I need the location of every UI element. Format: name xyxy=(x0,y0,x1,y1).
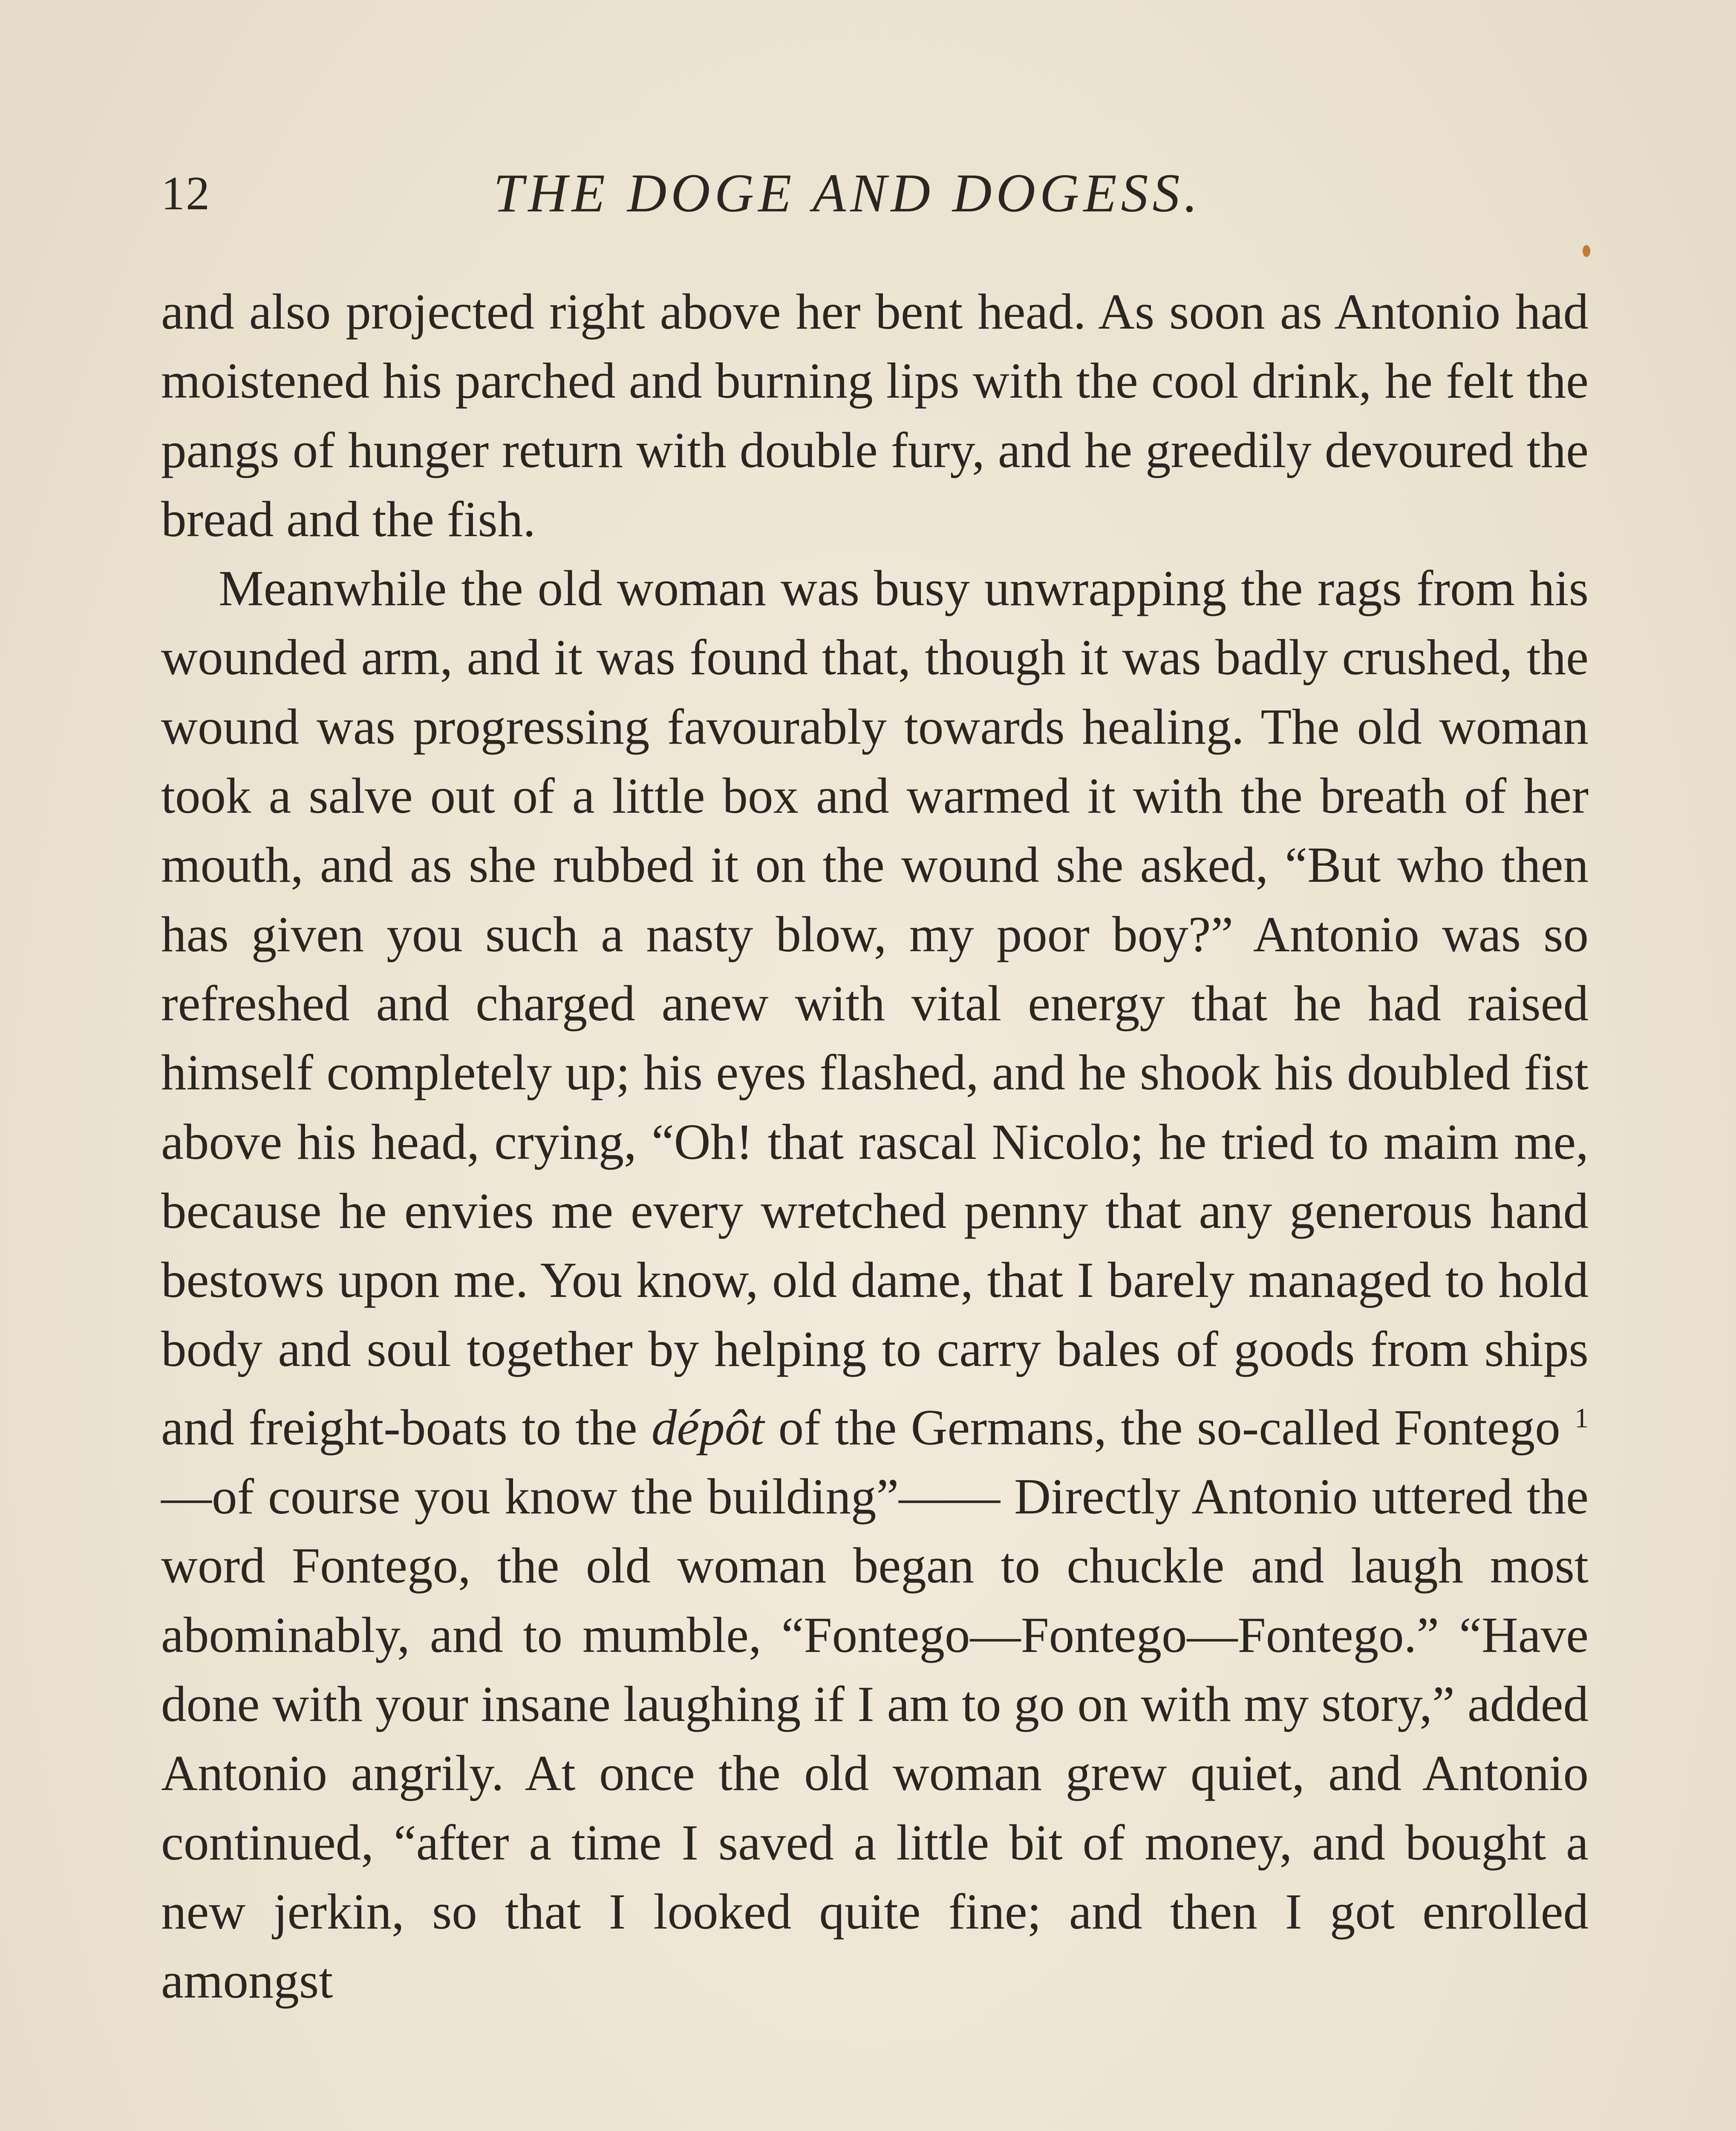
paragraph xyxy=(161,554,1589,2015)
page-header xyxy=(161,162,1589,230)
paragraph-text: Meanwhile the old woman was busy unwrapping the rags from his wounded arm, and it was found that, though it was badly crushed, the wound was progressing favourably towards healing. The old woman took a salve out of a little box and warmed it with the breath of her mouth, and as she rubbed it on the wound she asked, “But who then has given you such a nasty blow, my poor boy?” Antonio was so refreshed and charged anew with vital energy that he had raised himself completely up; his eyes flashed, and he shook his doubled fist above his head, crying, “Oh! that rascal Nicolo; he tried to maim me, because he envies me every wretched penny that any generous hand bestows upon me. You know, old dame, that I barely managed to hold body and soul together by helping to carry bales of goods from ships and freight-boats to the xyxy=(161,560,1589,1455)
running-head: THE DOGE AND DOGESS. xyxy=(493,163,1202,223)
ink-speck xyxy=(1583,245,1590,257)
paragraph-text: and also projected right above her bent head. As soon as Antonio had moistened his parched and burning lips with the cool drink, he felt the pangs of hunger return with double fury, and he greedily devoured the bread and the fish. xyxy=(161,283,1589,547)
page-number: 12 xyxy=(161,167,211,220)
paragraph-text: —of course you know the building”—— Directly Antonio uttered the word Fontego, the old woman began to chuckle and laugh most abominably, and to mumble, “Fontego—Fontego—Fontego.” “Have done with your insane laughing if I am to go on with my story,” added Antonio angrily. At once the old woman grew quiet, and Antonio continued, “after a time I saved a little bit of money, and bought a new jerkin, so that I looked quite fine; and then I got enrolled amongst xyxy=(161,1468,1589,2009)
footnote-reference: 1 xyxy=(1575,1402,1589,1434)
paragraph xyxy=(161,277,1589,554)
paragraph-text: of the Germans, the so-called Fontego xyxy=(778,1399,1560,1455)
italic-word: dépôt xyxy=(651,1399,764,1455)
body-text xyxy=(161,277,1589,2015)
